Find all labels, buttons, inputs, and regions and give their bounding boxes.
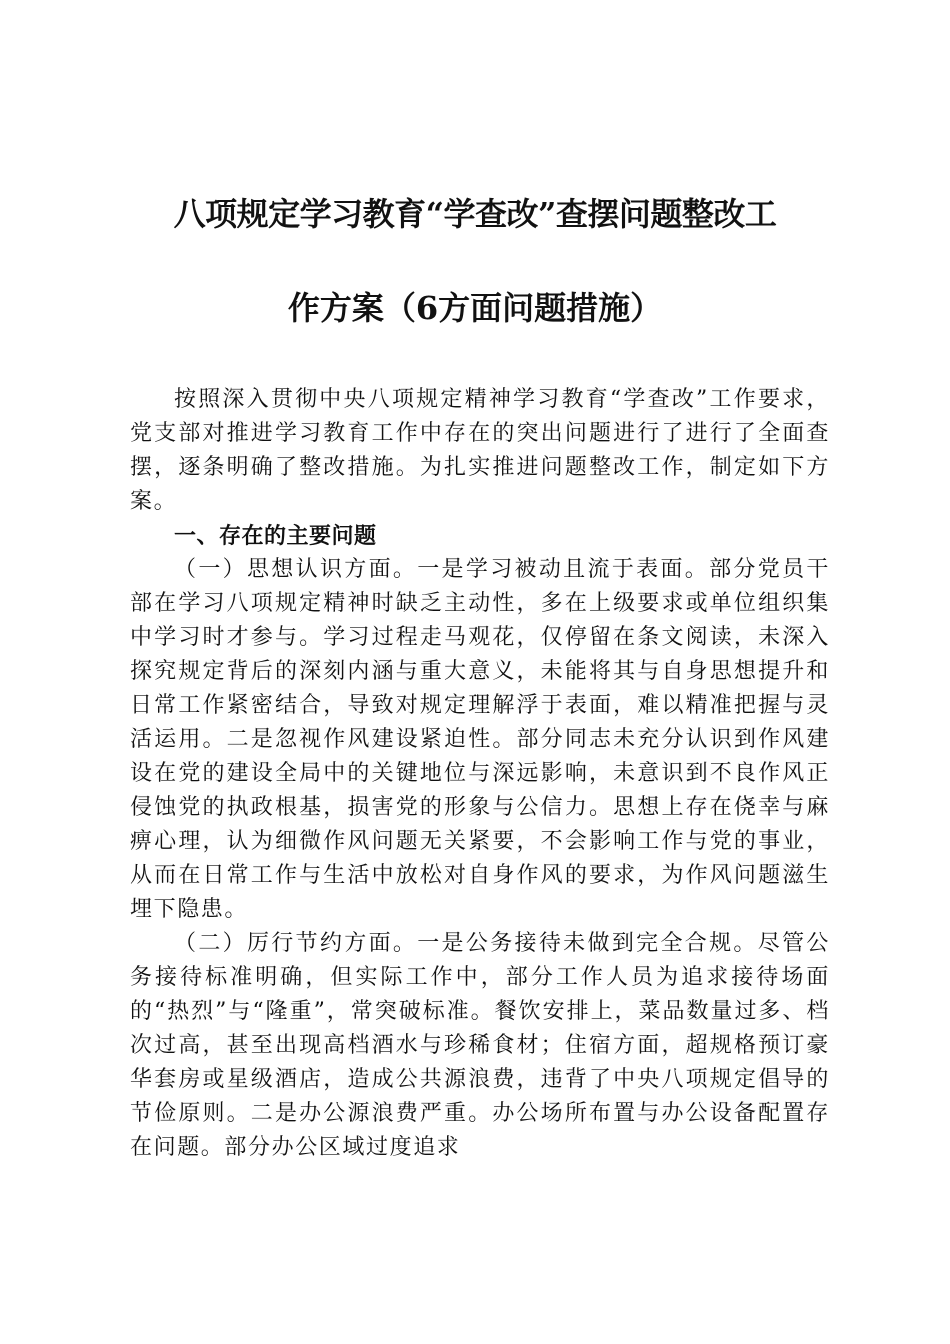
paragraph-frugality: （二）厉行节约方面。一是公务接待未做到完全合规。尽管公务接待标准明确，但实际工作中，部分工作人员为追求接待场面的“热烈”与“隆重”，常突破标准。餐饮安排上，菜品数量过多、档次过高，甚至出现高档酒水与珍稀食材；住宿方面，超规格预订豪华套房或星级酒店，造成公共源浪费，违背了中央八项规定倡导的节俭原则。二是办公源浪费严重。办公场所布置与办公设备配置存在问题。部分办公区域过度追求 xyxy=(130,931,830,1160)
paragraph-ideological-understanding: （一）思想认识方面。一是学习被动且流于表面。部分党员干部在学习八项规定精神时缺乏主动性，多在上级要求或单位组织集中学习时才参与。学习过程走马观花，仅停留在条文阅读，未深入探究规定背后的深刻内涵与重大意义，未能将其与自身思想提升和日常工作紧密结合，导致对规定理解浮于表面，难以精准把握与灵活运用。二是忽视作风建设紧迫性。部分同志未充分认识到作风建设在党的建设全局中的关键地位与深远影响，未意识到不良作风正侵蚀党的执政根基，损害党的形象与公信力。思想上存在侥幸与麻痹心理，认为细微作风问题无关紧要，不会影响工作与党的事业，从而在日常工作与生活中放松对自身作风的要求，为作风问题滋生埋下隐患。 xyxy=(130,557,830,922)
document-title-line-1: 八项规定学习教育“学查改”查摆问题整改工 xyxy=(173,195,777,233)
section-heading-main-problems: 一、存在的主要问题 xyxy=(174,523,377,549)
document-title xyxy=(110,192,840,330)
document-title-line-2: 作方案（6方面问题措施） xyxy=(287,289,663,327)
intro-paragraph: 按照深入贯彻中央八项规定精神学习教育“学查改”工作要求，党支部对推进学习教育工作中存在的突出问题进行了进行了全面查摆，逐条明确了整改措施。为扎实推进问题整改工作，制定如下方案。 xyxy=(130,387,830,514)
document-body xyxy=(130,383,830,1165)
